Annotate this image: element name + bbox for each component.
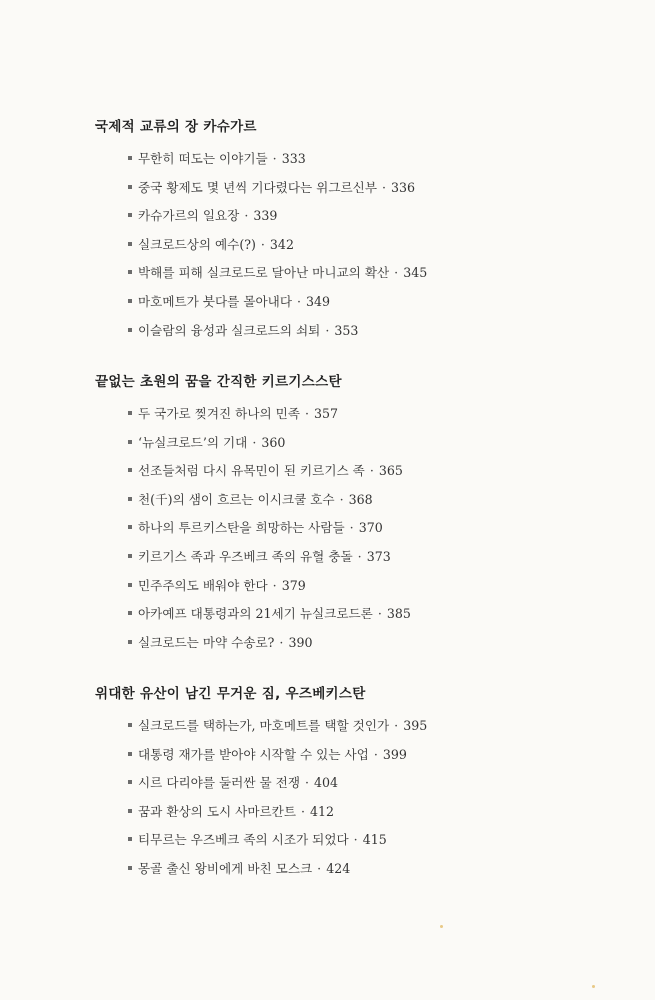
section-title: 위대한 유산이 남긴 무거운 짐, 우즈베키스탄	[95, 686, 366, 702]
page-separator-dot: ·	[357, 548, 362, 564]
page-number: 395	[403, 718, 428, 733]
toc-entry[interactable]	[95, 486, 615, 515]
page-separator-dot: ·	[353, 832, 358, 848]
toc-entry[interactable]	[95, 769, 615, 798]
entry-title: 대통령 재가를 받아야 시작할 수 있는 사업	[138, 746, 369, 762]
page-separator-dot: ·	[373, 746, 378, 762]
page-number: 339	[253, 208, 278, 224]
entry-title: 무한히 떠도는 이야기들	[138, 151, 268, 166]
page-number: 333	[281, 151, 306, 166]
entry-title: 아카예프 대통령과의 21세기 뉴실크로드론	[138, 606, 373, 622]
toc-entry[interactable]	[95, 202, 615, 231]
page-number: 342	[269, 236, 294, 252]
page-separator-dot: ·	[325, 322, 330, 338]
page-number: 373	[366, 548, 391, 564]
toc-entry[interactable]	[95, 145, 615, 174]
toc-entry[interactable]	[95, 231, 615, 260]
square-bullet-icon	[128, 780, 132, 784]
page-number: 349	[306, 293, 331, 309]
page-number: 357	[314, 406, 339, 421]
toc-entry[interactable]	[95, 600, 615, 629]
entry-title: 시르 다리야를 둘러싼 물 전쟁	[138, 775, 300, 791]
toc-section-uzbekistan	[95, 684, 615, 884]
square-bullet-icon	[128, 752, 132, 756]
toc-entry[interactable]	[95, 457, 615, 486]
entry-title: 선조들처럼 다시 유목민이 된 키르기스 족	[138, 463, 365, 479]
toc-section-kyrgyzstan	[95, 372, 615, 657]
entry-title: 하나의 투르키스탄을 희망하는 사람들	[138, 520, 345, 536]
toc-entry[interactable]	[95, 317, 615, 346]
page-separator-dot: ·	[317, 860, 322, 876]
toc-entry[interactable]	[95, 712, 615, 741]
entry-title: 중국 황제도 몇 년씩 기다렸다는 위그르신부	[138, 179, 377, 195]
entry-title: 티무르는 우즈베크 족의 시조가 되었다	[138, 832, 349, 848]
page-separator-dot: ·	[272, 577, 277, 593]
entry-list	[95, 712, 615, 884]
toc-entry[interactable]	[95, 826, 615, 855]
page-number: 424	[326, 860, 351, 876]
square-bullet-icon	[128, 468, 132, 472]
page-separator-dot: ·	[279, 634, 284, 650]
entry-title: 이슬람의 융성과 실크로드의 쇠퇴	[138, 322, 321, 338]
toc-entry[interactable]	[95, 572, 615, 601]
paper-speck	[592, 985, 595, 988]
page-number: 353	[334, 322, 359, 338]
toc-entry[interactable]	[95, 543, 615, 572]
page-separator-dot: ·	[272, 151, 277, 166]
toc-entry[interactable]	[95, 798, 615, 827]
toc-entry[interactable]	[95, 400, 615, 429]
entry-title: 꿈과 환상의 도시 사마르칸트	[138, 803, 296, 819]
toc-entry[interactable]	[95, 174, 615, 203]
square-bullet-icon	[128, 640, 132, 644]
page-number: 365	[378, 463, 403, 479]
page-separator-dot: ·	[382, 179, 387, 195]
square-bullet-icon	[128, 156, 132, 160]
page-separator-dot: ·	[305, 406, 310, 421]
page-number: 345	[403, 265, 428, 281]
page-number: 399	[382, 746, 407, 762]
entry-title: 박해를 피해 실크로드로 달아난 마니교의 확산	[138, 265, 390, 281]
toc-entry[interactable]	[95, 629, 615, 658]
toc-entry[interactable]	[95, 855, 615, 884]
page-separator-dot: ·	[305, 775, 310, 791]
section-title: 국제적 교류의 장 카슈가르	[95, 119, 257, 135]
square-bullet-icon	[128, 866, 132, 870]
entry-title: 실크로드상의 예수(?)	[138, 236, 256, 252]
toc-entry[interactable]	[95, 288, 615, 317]
page-separator-dot: ·	[244, 208, 249, 224]
page-separator-dot: ·	[394, 265, 399, 281]
square-bullet-icon	[128, 837, 132, 841]
square-bullet-icon	[128, 213, 132, 217]
square-bullet-icon	[128, 242, 132, 246]
page-separator-dot: ·	[252, 434, 257, 450]
toc-entry[interactable]	[95, 514, 615, 543]
entry-title: 실크로드는 마약 수송로?	[138, 634, 275, 650]
toc-entry[interactable]	[95, 429, 615, 458]
square-bullet-icon	[128, 583, 132, 587]
section-title: 끝없는 초원의 꿈을 간직한 키르기스스탄	[95, 374, 342, 390]
entry-list	[95, 400, 615, 657]
entry-title: ‘뉴실크로드’의 기대	[138, 434, 248, 450]
entry-title: 마호메트가 붓다를 몰아내다	[138, 293, 292, 309]
entry-list	[95, 145, 615, 345]
page-number: 360	[261, 434, 286, 450]
page-number: 379	[281, 577, 306, 593]
page-number: 368	[348, 491, 373, 507]
toc-section-kashgar	[95, 117, 615, 345]
square-bullet-icon	[128, 270, 132, 274]
entry-title: 두 국가로 찢겨진 하나의 민족	[138, 406, 300, 421]
square-bullet-icon	[128, 411, 132, 415]
entry-title: 실크로드를 택하는가, 마호메트를 택할 것인가	[138, 718, 390, 733]
page-separator-dot: ·	[369, 463, 374, 479]
page-separator-dot: ·	[301, 803, 306, 819]
entry-title: 천(千)의 샘이 흐르는 이시크쿨 호수	[138, 491, 335, 507]
entry-title: 민주주의도 배워야 한다	[138, 577, 268, 593]
page-separator-dot: ·	[349, 520, 354, 536]
entry-title: 키르기스 족과 우즈베크 족의 유혈 충돌	[138, 548, 353, 564]
toc-entry[interactable]	[95, 741, 615, 770]
page-number: 370	[358, 520, 383, 536]
page-number: 404	[314, 775, 339, 791]
square-bullet-icon	[128, 554, 132, 558]
square-bullet-icon	[128, 723, 132, 727]
page-number: 390	[288, 634, 313, 650]
page-separator-dot: ·	[394, 718, 399, 733]
page-number: 415	[362, 832, 387, 848]
square-bullet-icon	[128, 328, 132, 332]
toc-entry[interactable]	[95, 259, 615, 288]
entry-title: 몽골 출신 왕비에게 바친 모스크	[138, 860, 313, 876]
page-separator-dot: ·	[377, 606, 382, 622]
page-number: 385	[386, 606, 411, 622]
page-separator-dot: ·	[260, 236, 265, 252]
square-bullet-icon	[128, 525, 132, 529]
square-bullet-icon	[128, 299, 132, 303]
paper-speck	[440, 925, 443, 928]
square-bullet-icon	[128, 611, 132, 615]
page-separator-dot: ·	[339, 491, 344, 507]
square-bullet-icon	[128, 497, 132, 501]
entry-title: 카슈가르의 일요장	[138, 208, 240, 224]
page-separator-dot: ·	[297, 293, 302, 309]
square-bullet-icon	[128, 185, 132, 189]
page-number: 412	[310, 803, 335, 819]
page-number: 336	[391, 179, 416, 195]
square-bullet-icon	[128, 440, 132, 444]
square-bullet-icon	[128, 809, 132, 813]
